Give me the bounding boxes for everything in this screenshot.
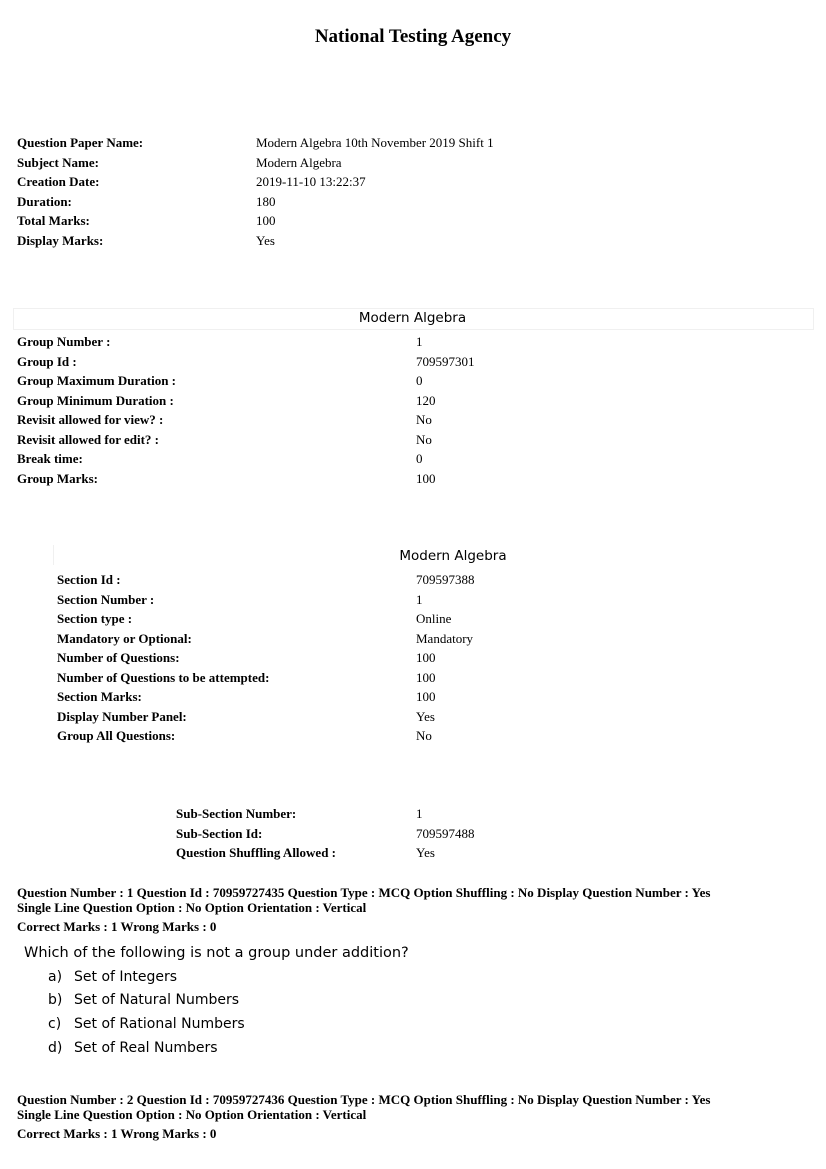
section-row <box>57 726 757 746</box>
subsection-table <box>176 804 676 863</box>
field-label: Total Marks: <box>17 213 90 228</box>
group-row <box>17 352 717 372</box>
paper-info-row <box>17 211 717 231</box>
paper-info-row <box>17 231 717 251</box>
field-value: No <box>416 412 432 427</box>
paper-info-table <box>17 133 717 250</box>
field-value: Online <box>416 611 452 626</box>
field-value: 2019-11-10 13:22:37 <box>256 174 366 189</box>
field-value: No <box>416 728 432 743</box>
field-label: Break time: <box>17 451 83 466</box>
field-label: Question Shuffling Allowed : <box>176 845 337 860</box>
field-value: 180 <box>256 193 276 209</box>
field-value: 100 <box>416 470 436 486</box>
field-label: Section type : <box>57 611 133 626</box>
field-value: 1 <box>416 806 423 821</box>
option-text: Set of Rational Numbers <box>74 1016 245 1032</box>
field-label: Section Id : <box>57 572 121 587</box>
option-b[interactable] <box>48 992 239 1016</box>
question-meta-line: Question Number : 1 Question Id : 70959727435 Question Type : MCQ Option Shuffling : No Display Question Number : Yes <box>17 885 711 900</box>
field-label: Sub-Section Number: <box>176 806 297 821</box>
section-table <box>57 570 757 746</box>
field-value: 100 <box>416 689 436 704</box>
field-value: Mandatory <box>416 630 474 646</box>
question-1-text: Which of the following is not a group under addition? <box>24 945 409 961</box>
option-label: c) <box>48 1016 62 1032</box>
group-row <box>17 332 717 352</box>
paper-info-row <box>17 172 717 192</box>
option-c[interactable] <box>48 1016 245 1040</box>
field-label: Revisit allowed for edit? : <box>17 431 160 447</box>
option-label: b) <box>48 992 63 1008</box>
section-heading: Modern Algebra <box>399 548 507 564</box>
section-row <box>57 629 757 649</box>
group-table <box>17 332 717 488</box>
field-label: Display Number Panel: <box>57 708 187 724</box>
field-value: 709597488 <box>416 825 475 841</box>
field-label: Group Minimum Duration : <box>17 392 174 408</box>
field-label: Subject Name: <box>17 154 99 170</box>
field-label: Section Marks: <box>57 689 142 704</box>
subsection-row <box>176 824 676 844</box>
group-row <box>17 391 717 411</box>
section-row <box>57 668 757 688</box>
question-1-meta <box>17 886 710 935</box>
field-value: Yes <box>416 708 435 724</box>
option-a[interactable] <box>48 969 177 993</box>
paper-info-row <box>17 192 717 212</box>
question-2-meta <box>17 1093 710 1142</box>
field-value: Modern Algebra <box>256 154 342 170</box>
section-row <box>57 609 757 629</box>
section-row <box>57 648 757 668</box>
paper-info-row <box>17 153 717 173</box>
field-label: Question Paper Name: <box>17 135 144 150</box>
question-meta-line: Question Number : 2 Question Id : 70959727436 Question Type : MCQ Option Shuffling : No Display Question Number : Yes <box>17 1092 711 1107</box>
field-value: Modern Algebra 10th November 2019 Shift 1 <box>256 135 494 150</box>
field-label: Group Id : <box>17 353 77 369</box>
section-row <box>57 590 757 610</box>
subsection-row <box>176 804 676 824</box>
section-row <box>57 707 757 727</box>
field-value: No <box>416 431 432 447</box>
section-row <box>57 570 757 590</box>
option-d[interactable] <box>48 1040 218 1064</box>
field-value: 100 <box>256 213 276 228</box>
field-label: Display Marks: <box>17 232 104 248</box>
question-meta-line: Single Line Question Option : No Option Orientation : Vertical <box>17 899 367 915</box>
field-value: 1 <box>416 591 423 607</box>
section-row <box>57 687 757 707</box>
field-label: Group Maximum Duration : <box>17 373 177 388</box>
field-label: Section Number : <box>57 591 155 607</box>
field-label: Mandatory or Optional: <box>57 630 192 646</box>
field-value: 1 <box>416 334 423 349</box>
field-value: 100 <box>416 650 436 665</box>
field-value: 0 <box>416 373 423 388</box>
field-value: Yes <box>416 845 435 860</box>
field-label: Number of Questions to be attempted: <box>57 669 270 685</box>
group-row <box>17 449 717 469</box>
field-label: Group All Questions: <box>57 728 176 743</box>
page-title: National Testing Agency <box>314 26 512 47</box>
group-row <box>17 430 717 450</box>
field-label: Number of Questions: <box>57 650 180 665</box>
question-meta-line: Single Line Question Option : No Option Orientation : Vertical <box>17 1106 367 1122</box>
field-value: 709597388 <box>416 572 475 587</box>
field-value: 100 <box>416 669 436 685</box>
group-heading: Modern Algebra <box>358 310 467 326</box>
subsection-row <box>176 843 676 863</box>
field-label: Group Marks: <box>17 470 99 486</box>
field-value: 0 <box>416 451 423 466</box>
option-label: d) <box>48 1040 63 1056</box>
option-text: Set of Integers <box>74 969 178 985</box>
field-value: Yes <box>256 232 275 248</box>
question-marks: Correct Marks : 1 Wrong Marks : 0 <box>17 1126 217 1141</box>
group-row <box>17 410 717 430</box>
option-label: a) <box>48 969 63 985</box>
option-text: Set of Natural Numbers <box>74 992 240 1008</box>
field-label: Sub-Section Id: <box>176 825 263 841</box>
paper-info-row <box>17 133 717 153</box>
field-label: Revisit allowed for view? : <box>17 412 164 427</box>
field-label: Group Number : <box>17 334 111 349</box>
field-value: 709597301 <box>416 353 475 369</box>
field-label: Creation Date: <box>17 174 100 189</box>
group-row <box>17 371 717 391</box>
group-row <box>17 469 717 489</box>
option-text: Set of Real Numbers <box>74 1040 218 1056</box>
field-value: 120 <box>416 392 436 408</box>
question-marks: Correct Marks : 1 Wrong Marks : 0 <box>17 919 217 934</box>
field-label: Duration: <box>17 193 72 209</box>
